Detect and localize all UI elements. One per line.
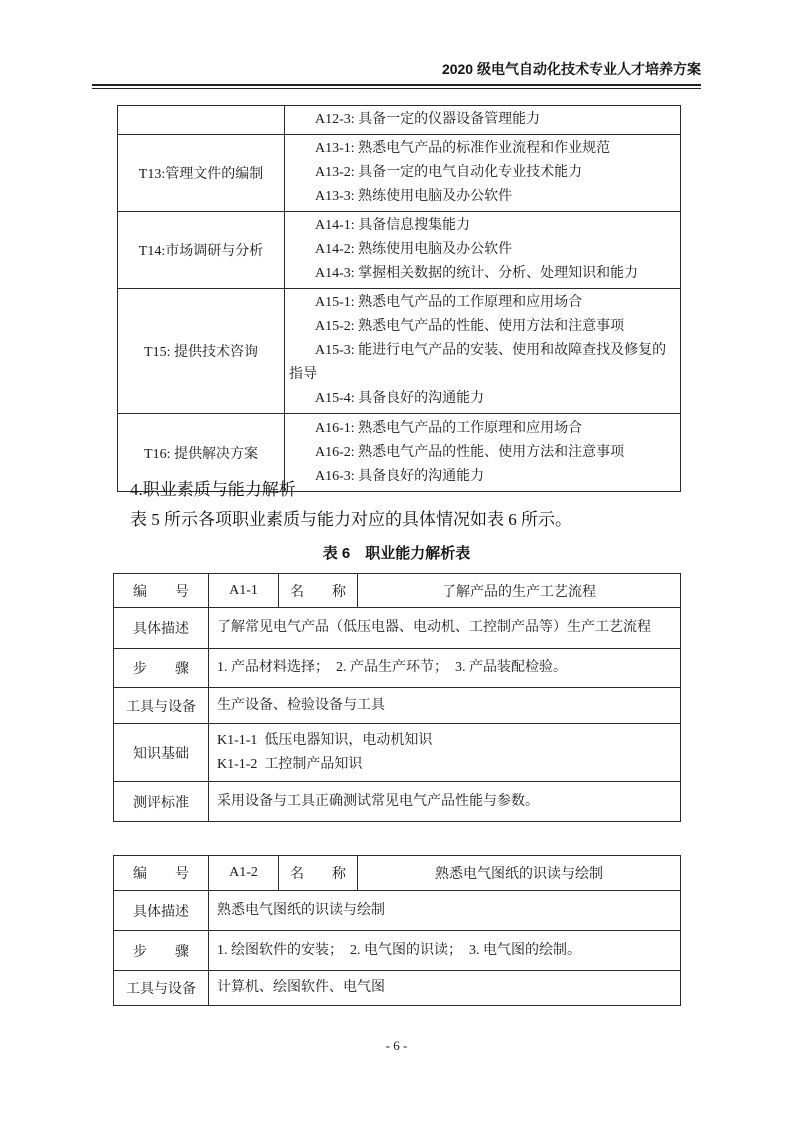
name-label-cell: 名 称 <box>279 856 358 891</box>
code-label-cell: 编 号 <box>114 574 209 608</box>
code-value-cell: A1-1 <box>209 574 279 608</box>
ability-cell <box>285 135 681 212</box>
section-paragraph: 表 5 所示各项职业素质与能力对应的具体情况如表 6 所示。 <box>130 510 572 529</box>
content-line: 了解常见电气产品（低压电器、电动机、工控制产品等）生产工艺流程 <box>217 620 651 635</box>
ability-item: A16-2: 熟悉电气产品的性能、使用方法和注意事项 <box>315 444 625 460</box>
content-line: 1. 绘图软件的安装； 2. 电气图的识读； 3. 电气图的绘制。 <box>217 942 581 958</box>
task-cell: T15: 提供技术咨询 <box>118 289 285 414</box>
ability-item: A15-2: 熟悉电气产品的性能、使用方法和注意事项 <box>315 319 625 334</box>
table-row <box>118 212 681 289</box>
section-heading: 4.职业素质与能力解析 <box>130 480 296 499</box>
row-label-cell: 具体描述 <box>114 891 209 931</box>
header-double-rule <box>92 84 701 89</box>
content-line: 生产设备、检验设备与工具 <box>217 697 385 713</box>
ability-item: A15-4: 具备良好的沟通能力 <box>315 391 485 406</box>
ability-item: A14-1: 具备信息搜集能力 <box>315 218 471 233</box>
ability-item: A13-1: 熟悉电气产品的标准作业流程和作业规范 <box>315 141 611 156</box>
ability-item: A14-2: 熟练使用电脑及办公软件 <box>315 242 513 257</box>
row-content-cell <box>209 608 681 649</box>
ability-item: A13-2: 具备一定的电气自动化专业技术能力 <box>315 165 583 180</box>
table-row <box>114 688 681 724</box>
table-row <box>118 135 681 212</box>
ability-cell <box>285 414 681 492</box>
ability-item: A13-3: 熟练使用电脑及办公软件 <box>315 189 513 204</box>
name-value-cell: 了解产品的生产工艺流程 <box>358 574 681 608</box>
ability-cell <box>285 289 681 414</box>
row-content-cell <box>209 891 681 931</box>
footer-page-number: - 6 - <box>385 1038 408 1053</box>
name-value-cell: 熟悉电气图纸的识读与绘制 <box>358 856 681 891</box>
row-label-cell: 测评标准 <box>114 782 209 822</box>
table-row <box>114 649 681 688</box>
content-line: K1-1-2 工控制产品知识 <box>217 756 363 772</box>
row-content-cell <box>209 971 681 1006</box>
row-content-cell <box>209 688 681 724</box>
ability-item: A16-1: 熟悉电气产品的工作原理和应用场合 <box>315 420 583 436</box>
table-row <box>114 608 681 649</box>
table-row <box>114 856 681 891</box>
row-content-cell <box>209 931 681 971</box>
ability-item: A15-3: 能进行电气产品的安装、使用和故障查找及修复的指导 <box>289 343 667 382</box>
header-title: 2020 级电气自动化技术专业人才培养方案 <box>441 61 701 77</box>
content-line: K1-1-1 低压电器知识，电动机知识 <box>217 732 433 748</box>
code-label-cell: 编 号 <box>114 856 209 891</box>
ability-cell <box>285 106 681 135</box>
row-label-cell: 步 骤 <box>114 931 209 971</box>
row-content-cell <box>209 649 681 688</box>
code-value-cell: A1-2 <box>209 856 279 891</box>
table-row <box>118 289 681 414</box>
ability-item: A16-3: 具备良好的沟通能力 <box>315 468 485 484</box>
task-ability-table <box>117 105 681 492</box>
row-label-cell: 具体描述 <box>114 608 209 649</box>
content-line: 计算机、绘图软件、电气图 <box>217 980 385 995</box>
row-label-cell: 步 骤 <box>114 649 209 688</box>
table-row <box>114 724 681 782</box>
table-row <box>114 574 681 608</box>
task-cell: T14:市场调研与分析 <box>118 212 285 289</box>
task-cell: T16: 提供解决方案 <box>118 414 285 492</box>
name-label-cell: 名 称 <box>279 574 358 608</box>
ability-item: A12-3: 具备一定的仪器设备管理能力 <box>315 112 541 127</box>
row-content-cell <box>209 782 681 822</box>
row-label-cell: 知识基础 <box>114 724 209 782</box>
content-line: 1. 产品材料选择； 2. 产品生产环节； 3. 产品装配检验。 <box>217 660 567 675</box>
content-line: 熟悉电气图纸的识读与绘制 <box>217 902 385 918</box>
table-row <box>114 971 681 1006</box>
table-row <box>114 782 681 822</box>
table-row <box>114 931 681 971</box>
content-line: 采用设备与工具正确测试常见电气产品性能与参数。 <box>217 793 539 809</box>
table-row <box>114 891 681 931</box>
ability-item: A14-3: 掌握相关数据的统计、分析、处理知识和能力 <box>315 266 639 281</box>
table-row <box>118 106 681 135</box>
task-cell: T13:管理文件的编制 <box>118 135 285 212</box>
row-content-cell <box>209 724 681 782</box>
header-rule-thin-line <box>92 88 701 89</box>
task-cell <box>118 106 285 135</box>
ability-analysis-table-a1-1 <box>113 573 681 822</box>
table-caption: 表 6 职业能力解析表 <box>322 545 471 562</box>
ability-item: A15-1: 熟悉电气产品的工作原理和应用场合 <box>315 295 583 310</box>
ability-analysis-table-a1-2 <box>113 855 681 1006</box>
row-label-cell: 工具与设备 <box>114 971 209 1006</box>
ability-cell <box>285 212 681 289</box>
row-label-cell: 工具与设备 <box>114 688 209 724</box>
